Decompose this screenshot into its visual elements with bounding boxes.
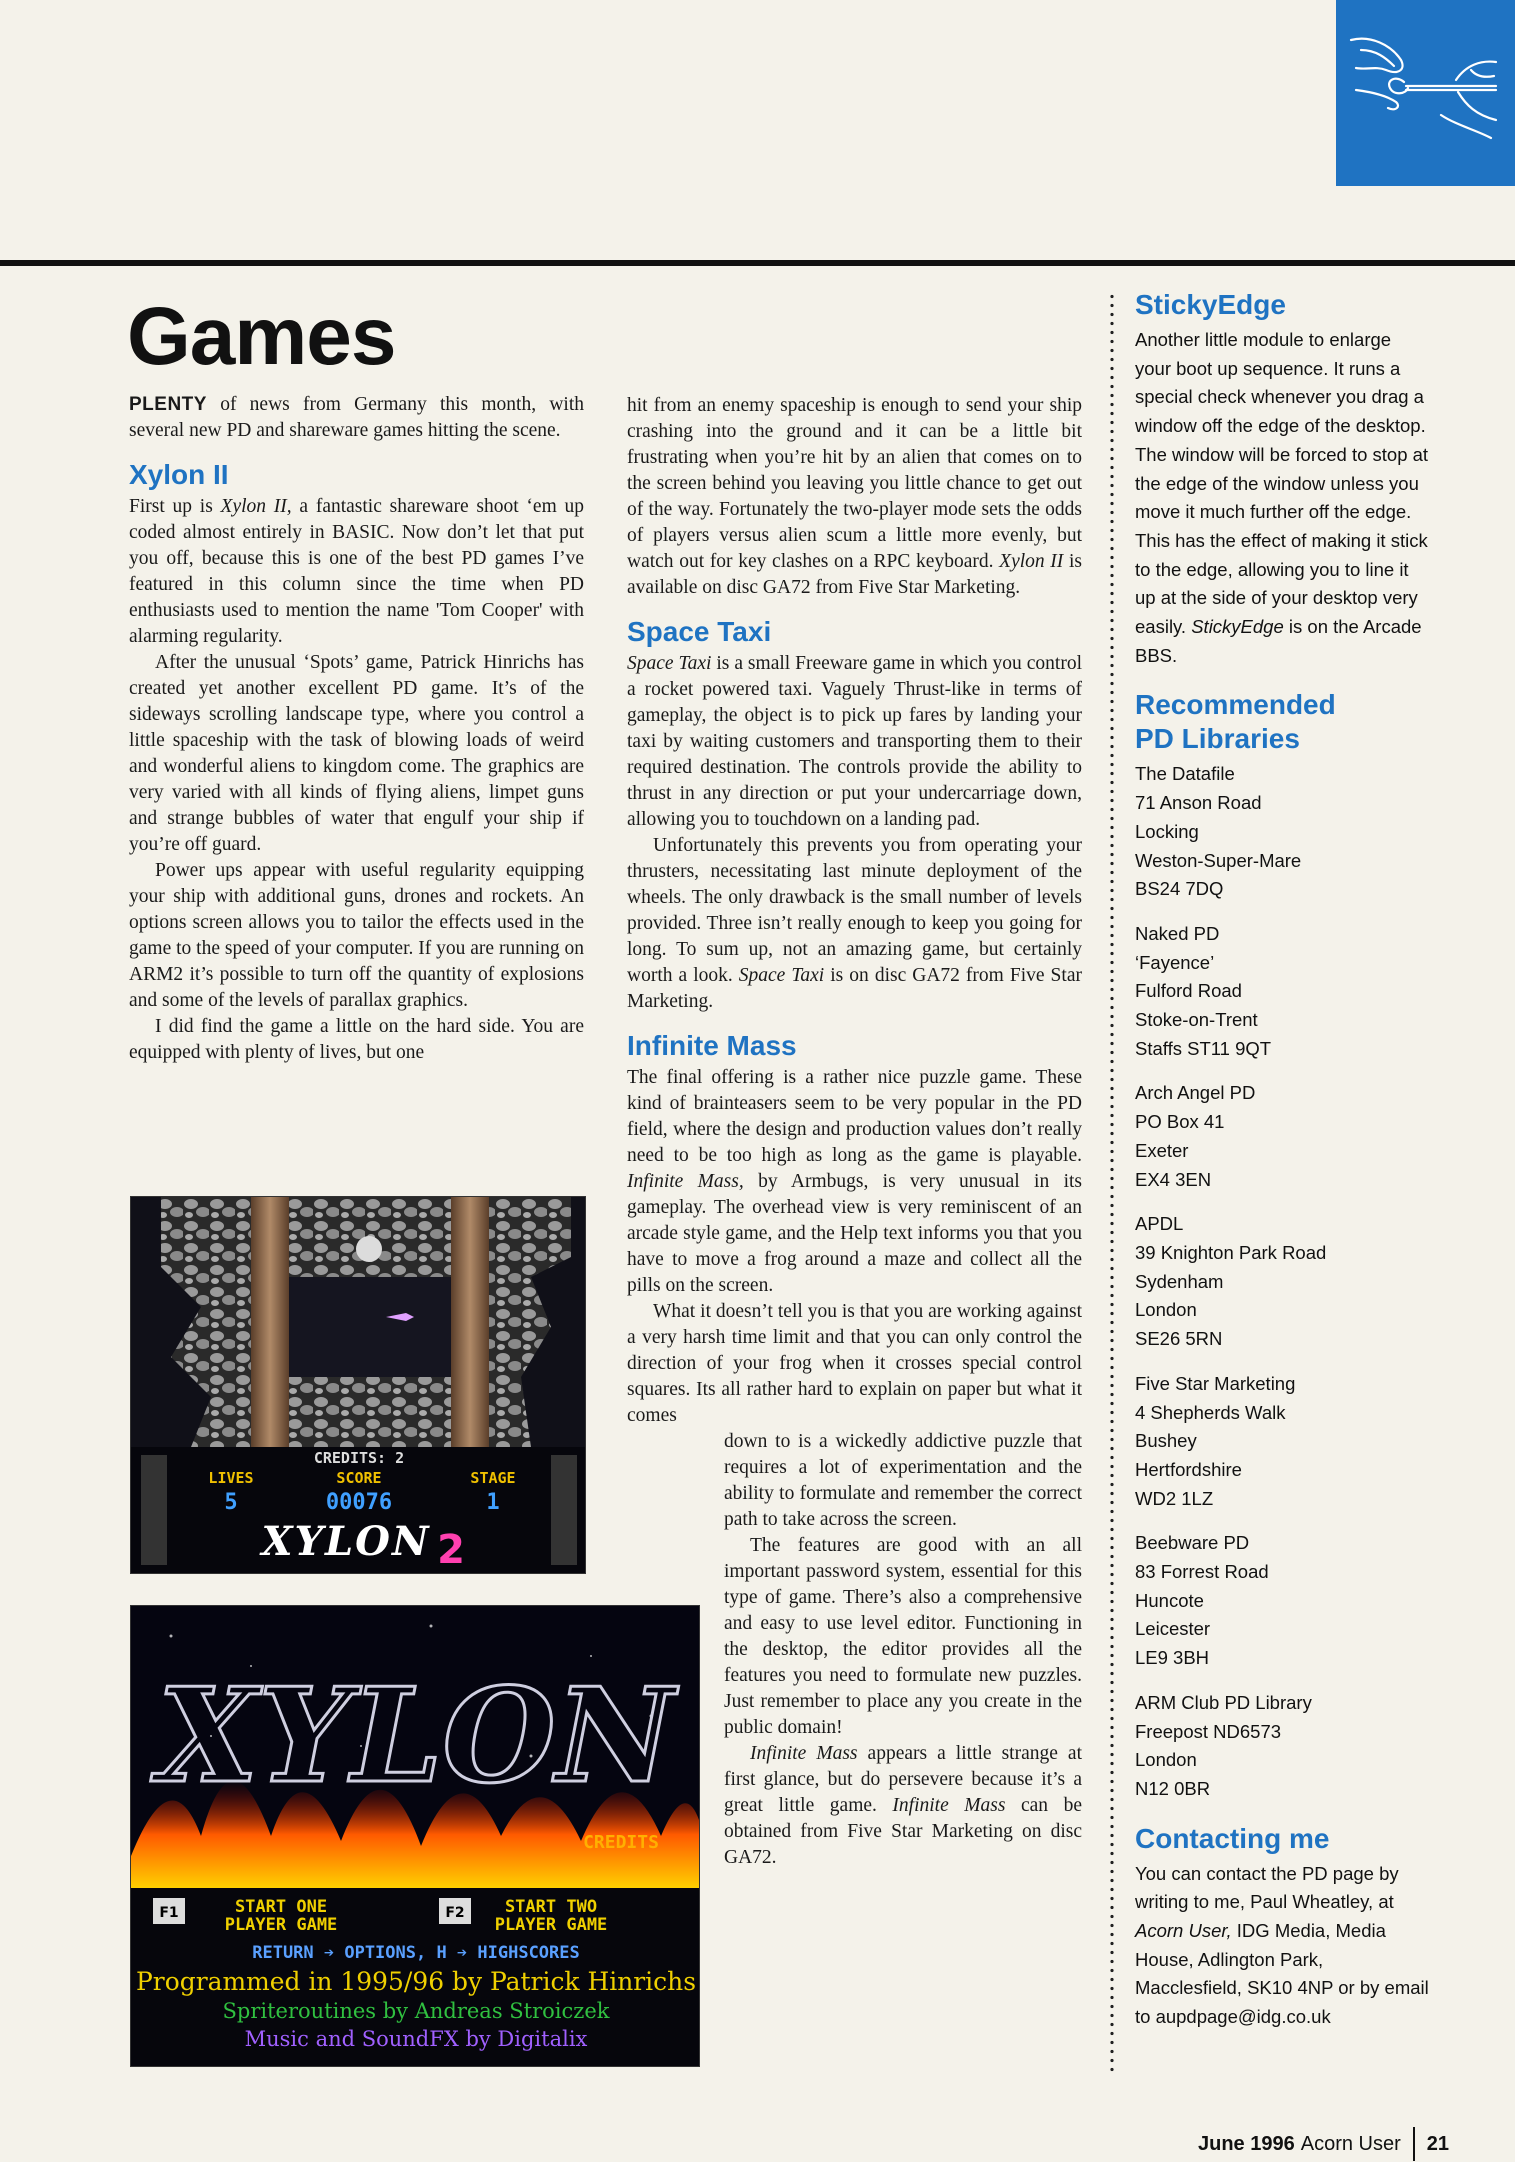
column-2 xyxy=(627,393,1082,1871)
section-logo xyxy=(1336,0,1515,186)
heading-contact: Contacting me xyxy=(1135,1822,1330,1854)
taxi-paragraph-2: Unfortunately this prevents you from operating your thrusters, necessitating last minute deployment of the wheels. The only drawback is the small number of levels provided. Three isn’t really enough to keep you going for long. To sum up, not an amazing game, but certainly worth a look. Space Taxi is on disc GA72 from Five Star Marketing. xyxy=(627,835,1082,1012)
library-address xyxy=(1135,1210,1430,1354)
credit-sprites: Spriteroutines by Andreas Stroiczek xyxy=(222,1999,610,2023)
mass-paragraph-3: The features are good with an all important password system, essential for this type of game. There’s also a comprehensive and easy to use level editor. Functioning in the desktop, the editor provides all the features you need to formulate new puzzles. Just remember to place any you create in the public domain! xyxy=(724,1535,1082,1738)
mass-paragraph-2: What it doesn’t tell you is that you are working against a very harsh time limit and that you can only control the direction of your frog when it crosses special control squares. Its all rather hard to explain on paper but what it comes xyxy=(627,1301,1082,1426)
address-line: London xyxy=(1135,1299,1197,1321)
top-rule xyxy=(0,260,1515,266)
heading-infinite-mass: Infinite Mass xyxy=(627,1030,797,1061)
address-line: Huncote xyxy=(1135,1589,1204,1611)
heading-space-taxi: Space Taxi xyxy=(627,616,772,647)
xylon-continued: hit from an enemy spaceship is enough to send your ship crashing into the ground and it can be a little bit frustrating when you’re hit by an alien that comes on to the screen behind you leaving you little chance to get out of the way. Fortunately the two-player mode sets the odds of players versus alien scum a little more evenly, but watch out for key clashes on a RPC keyboard. Xylon II is available on disc GA72 from Five Star Marketing. xyxy=(627,395,1082,598)
lead-text: of news from Germany this month, with several new PD and shareware games hitting the scene. xyxy=(129,394,584,441)
title-credits: CREDITS xyxy=(583,1832,659,1853)
stickyedge-text: Another little module to enlarge your boot up sequence. It runs a special check whenever you drag a window off the edge of the desktop. The window will be forced to stop at the edge of the window unless you move it much further off the edge. This has the effect of making it stick to the edge, allowing you to line it up at the side of your desktop very easily. StickyEdge is on the Arcade BBS. xyxy=(1135,329,1429,666)
page-number: 21 xyxy=(1426,2132,1450,2155)
start-two-line1: START TWO xyxy=(504,1897,598,1917)
address-line: EX4 3EN xyxy=(1135,1168,1212,1190)
footer-separator xyxy=(1413,2127,1415,2161)
xylon-paragraph-2: After the unusual ‘Spots’ game, Patrick Hinrichs has created yet another excellent PD game. It’s of the sideways scrolling landscape type, where you control a little spaceship with the task of blowing loads of weird and wonderful aliens to kingdom come. The graphics are very varied with all kinds of flying aliens, limpet guns and strange bubbles of water that engulf your ship if you’re off guard. xyxy=(129,652,584,855)
sidebar xyxy=(1135,288,1430,2050)
address-line: Hertfordshire xyxy=(1135,1458,1242,1480)
heading-xylon: Xylon II xyxy=(129,459,229,490)
stickyedge-block xyxy=(1135,288,1430,670)
address-line: 71 Anson Road xyxy=(1135,792,1262,814)
library-address xyxy=(1135,920,1430,1064)
start-two-line2: PLAYER GAME xyxy=(494,1915,608,1935)
mass-paragraph-1: The final offering is a rather nice puzzle game. These kind of brainteasers seem to be very popular in the PD field, where the design and production values don’t really need to be too high as long as the game is playable. Infinite Mass, by Armbugs, is very unusual in its gameplay. The overhead view is very reminiscent of an arcade style game, and the Help text informs you that you have to move a frog around a maze and collect all the pills on the screen. xyxy=(627,1067,1082,1296)
address-line: N12 0BR xyxy=(1135,1777,1211,1799)
lives-label: LIVES xyxy=(208,1469,254,1487)
heading-libraries: Recommended PD Libraries xyxy=(1135,689,1336,755)
xylon-paragraph-1: First up is Xylon II, a fantastic shareware shoot ‘em up coded almost entirely in BASIC. Now don’t let that put you off, because this is one of the best PD games I’ve featured in this column since the time when PD enthusiasts used to mention the name 'Tom Cooper' with alarming regularity. xyxy=(129,496,584,647)
lead-paragraph xyxy=(129,392,584,444)
address-line: Stoke-on-Trent xyxy=(1135,1009,1258,1031)
address-line: Freepost ND6573 xyxy=(1135,1720,1282,1742)
address-line: Sydenham xyxy=(1135,1270,1224,1292)
library-list xyxy=(1135,760,1430,1803)
score-value: 00076 xyxy=(325,1490,393,1515)
xylon-paragraph-4: I did find the game a little on the hard side. You are equipped with plenty of lives, but one xyxy=(129,1016,584,1063)
stage-label: STAGE xyxy=(470,1469,516,1487)
score-label: SCORE xyxy=(336,1469,382,1487)
credit-music: Music and SoundFX by Digitalix xyxy=(244,2027,588,2051)
page-footer xyxy=(1198,2126,1449,2162)
address-line: 83 Forrest Road xyxy=(1135,1561,1269,1583)
magazine-name: Acorn User xyxy=(1300,2132,1401,2155)
xylon-logo-text: XYLON xyxy=(261,1518,431,1565)
xylon-logo-number: 2 xyxy=(437,1527,465,1573)
address-line: The Datafile xyxy=(1135,763,1235,785)
credits-readout: CREDITS: 2 xyxy=(313,1449,405,1467)
f1-key: F1 xyxy=(159,1905,179,1921)
address-line: WD2 1LZ xyxy=(1135,1487,1214,1509)
address-line: LE9 3BH xyxy=(1135,1647,1210,1669)
address-line: Exeter xyxy=(1135,1139,1189,1161)
address-line: 4 Shepherds Walk xyxy=(1135,1401,1286,1423)
lives-value: 5 xyxy=(224,1490,238,1515)
address-line: London xyxy=(1135,1749,1197,1771)
mass-paragraph-4: Infinite Mass appears a little strange at first glance, but do persevere because it’s a great little game. Infinite Mass can be obtained from Five Star Marketing on disc GA72. xyxy=(724,1743,1082,1868)
address-line: Weston-Super-Mare xyxy=(1135,849,1302,871)
address-line: 39 Knighton Park Road xyxy=(1135,1241,1327,1263)
address-line: BS24 7DQ xyxy=(1135,878,1224,900)
issue-date: June 1996 xyxy=(1198,2132,1295,2155)
mass-paragraph-2-cont: down to is a wickedly addictive puzzle that requires a lot of experimentation and the ability to formulate and remember the correct path to take across the screen. xyxy=(724,1431,1082,1530)
address-line: Locking xyxy=(1135,820,1199,842)
contact-text: You can contact the PD page by writing to me, Paul Wheatley, at Acorn User, IDG Media, Media House, Adlington Park, Macclesfield, SK10 4NP or by email to aupdpage@idg.co.uk xyxy=(1135,1862,1429,2028)
address-line: PO Box 41 xyxy=(1135,1111,1225,1133)
address-line: Staffs ST11 9QT xyxy=(1135,1037,1272,1059)
address-line: ARM Club PD Library xyxy=(1135,1691,1312,1713)
address-line: APDL xyxy=(1135,1213,1184,1235)
library-address xyxy=(1135,760,1430,904)
heading-stickyedge: StickyEdge xyxy=(1135,289,1286,320)
f2-key: F2 xyxy=(445,1905,465,1921)
library-address xyxy=(1135,1689,1430,1804)
library-address xyxy=(1135,1079,1430,1194)
page-title: Games xyxy=(127,291,396,382)
mass-narrow-block xyxy=(724,1429,1082,1871)
address-line: Arch Angel PD xyxy=(1135,1082,1256,1104)
start-one-line1: START ONE xyxy=(234,1897,328,1917)
address-line: Leicester xyxy=(1135,1618,1211,1640)
hands-stick-icon xyxy=(1346,20,1506,150)
title-logo-text: XYLON xyxy=(157,1659,675,1812)
address-line: Five Star Marketing xyxy=(1135,1372,1296,1394)
address-line: Naked PD xyxy=(1135,922,1220,944)
contact-block xyxy=(1135,1822,1430,2032)
start-one-line2: PLAYER GAME xyxy=(224,1915,338,1935)
xylon-title-screenshot xyxy=(130,1605,700,2067)
menu-line: RETURN ➔ OPTIONS, H ➔ HIGHSCORES xyxy=(252,1943,580,1963)
xylon-paragraph-3: Power ups appear with useful regularity equipping your ship with additional guns, drones and rockets. An options screen allows you to tailor the effects used in the game to the speed of your computer. If you are running on ARM2 it’s possible to turn off the quantity of explosions and some of the levels of parallax graphics. xyxy=(129,860,584,1011)
xylon-gameplay-screenshot xyxy=(130,1196,586,1574)
stage-value: 1 xyxy=(486,1490,500,1515)
taxi-paragraph-1: Space Taxi is a small Freeware game in which you control a rocket powered taxi. Vaguely Thrust-like in terms of gameplay, the object is to pick up fares by landing your taxi by waiting customers and transporting them to their required destination. The controls provide the ability to thrust in any direction or put your undercarriage down, allowing you to touchdown on a landing pad. xyxy=(627,653,1082,830)
column-1 xyxy=(129,392,584,1066)
address-line: Bushey xyxy=(1135,1430,1197,1452)
address-line: SE26 5RN xyxy=(1135,1328,1223,1350)
library-address xyxy=(1135,1370,1430,1514)
credit-programmer: Programmed in 1995/96 by Patrick Hinrichs xyxy=(136,1967,696,1996)
lead-caps: PLENTY xyxy=(129,394,207,415)
sidebar-divider xyxy=(1110,292,1114,2072)
libraries-block xyxy=(1135,688,1430,1803)
library-address xyxy=(1135,1529,1430,1673)
address-line: Beebware PD xyxy=(1135,1532,1250,1554)
address-line: ‘Fayence’ xyxy=(1135,951,1215,973)
address-line: Fulford Road xyxy=(1135,980,1242,1002)
